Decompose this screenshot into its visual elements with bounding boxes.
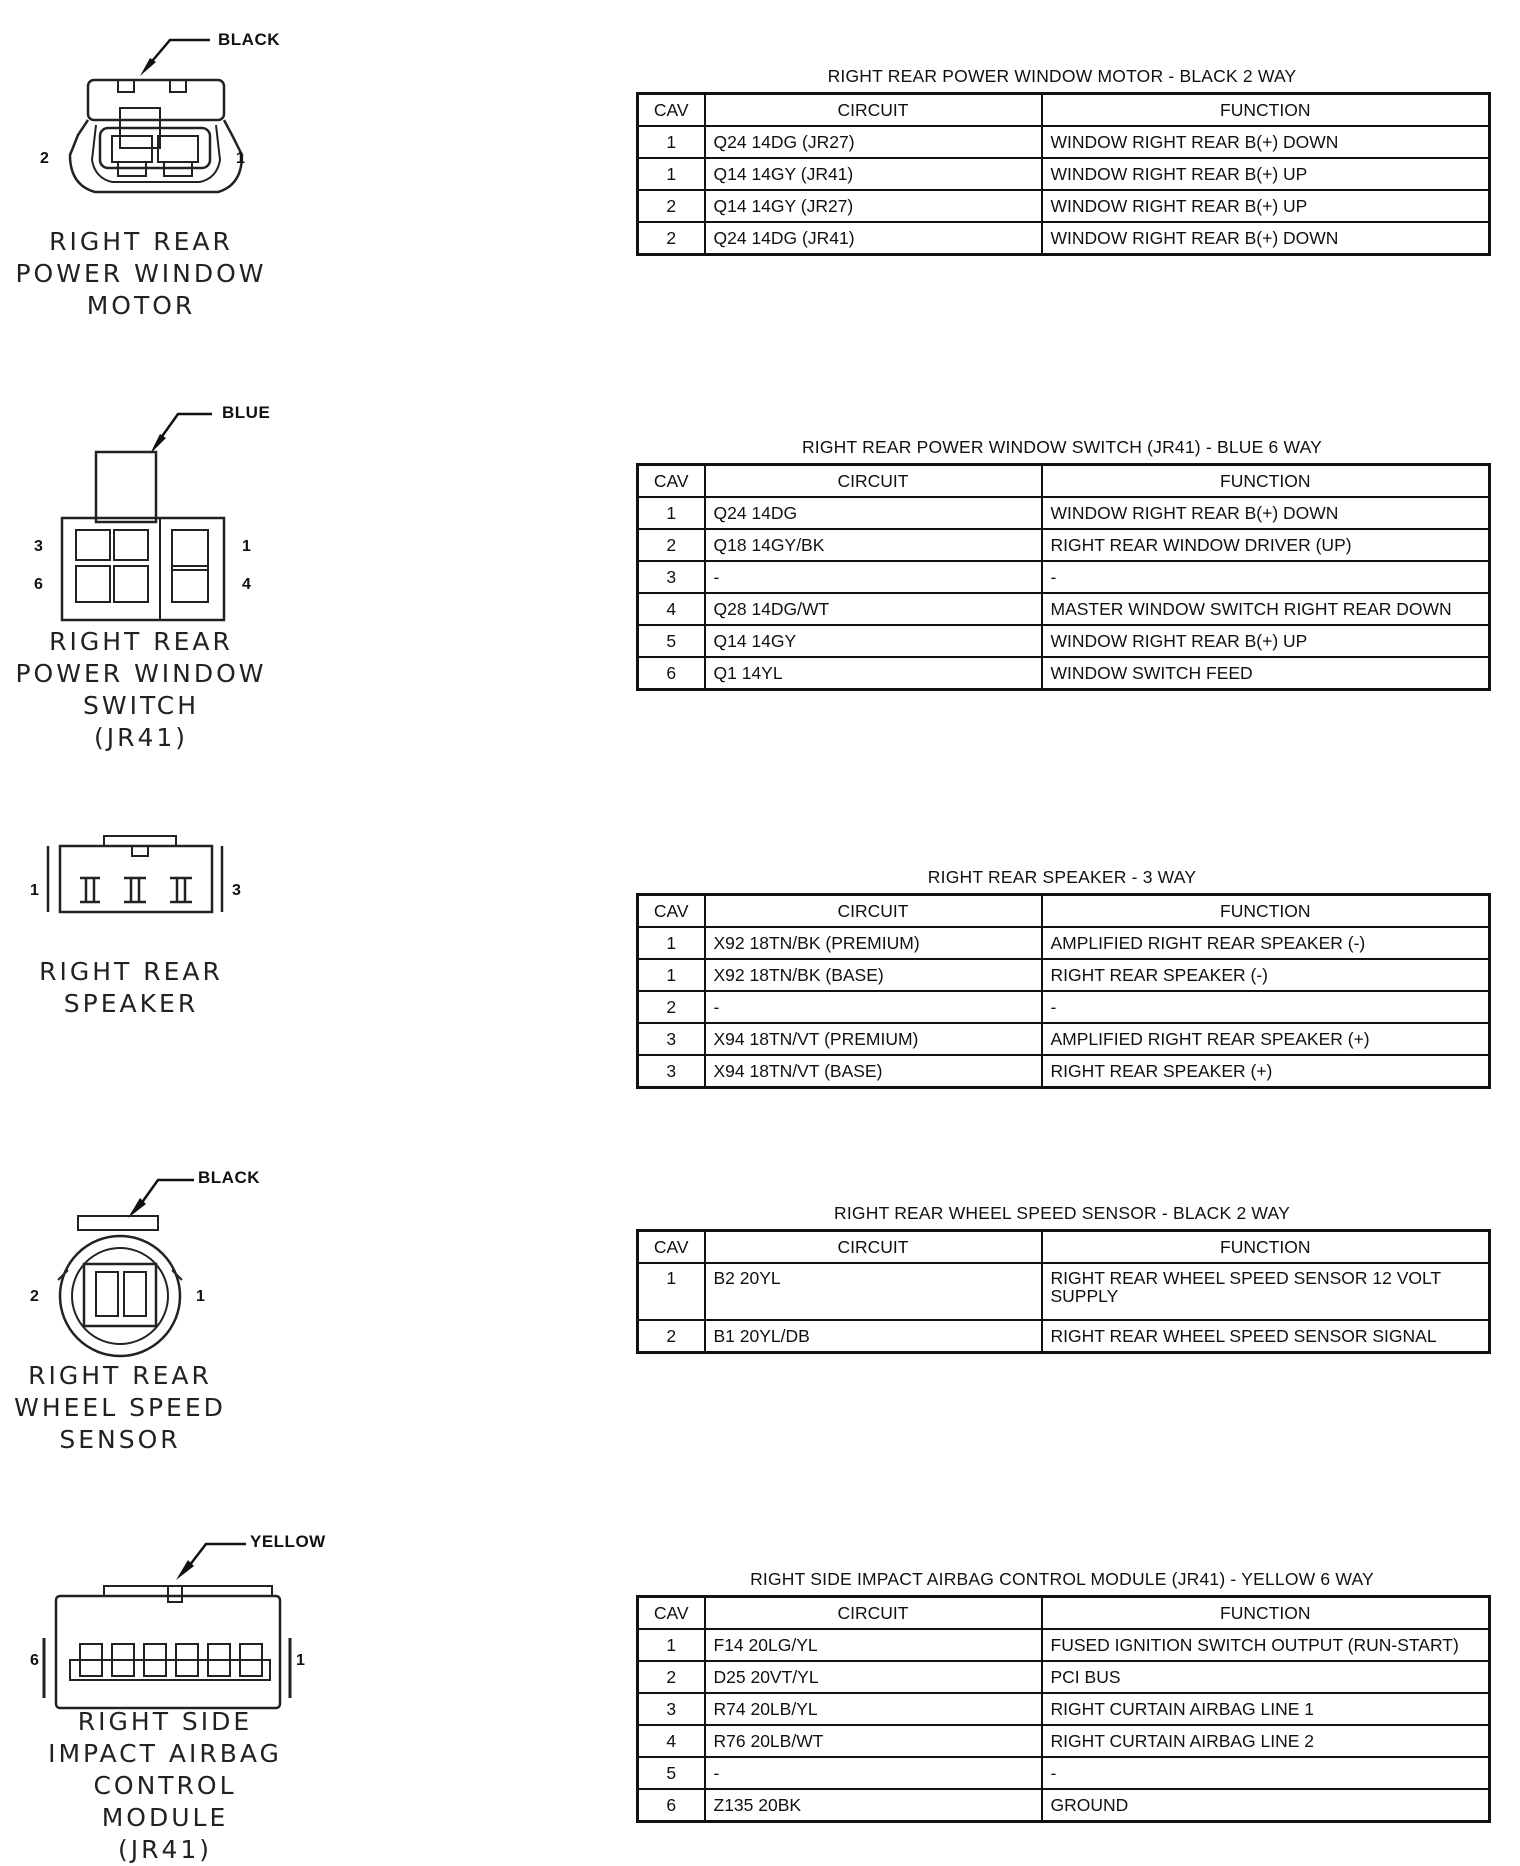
table-row — [638, 222, 1490, 255]
circuit-cell: - — [705, 1757, 1042, 1789]
table-header-row — [638, 465, 1490, 498]
cav-cell: 5 — [638, 625, 705, 657]
pin-label: 2 — [30, 1288, 39, 1305]
connector-rr-wheel-speed-sensor — [0, 1160, 330, 1460]
circuit-cell: Q1 14YL — [705, 657, 1042, 690]
header-circuit: CIRCUIT — [705, 465, 1042, 498]
pin-label: 3 — [232, 882, 241, 899]
table-block-speaker — [636, 866, 1488, 1089]
table-row — [638, 1661, 1490, 1693]
table-block-window-motor — [636, 65, 1488, 256]
function-cell: AMPLIFIED RIGHT REAR SPEAKER (-) — [1042, 927, 1490, 959]
table-row — [638, 1757, 1490, 1789]
table-row — [638, 158, 1490, 190]
cav-cell: 1 — [638, 1629, 705, 1661]
table-header-row — [638, 895, 1490, 928]
connector-rs-airbag-module — [0, 1520, 330, 1864]
pin-label: 1 — [30, 882, 39, 899]
table-title: RIGHT REAR POWER WINDOW MOTOR - BLACK 2 WAY — [827, 66, 1297, 86]
header-cav: CAV — [638, 1597, 705, 1630]
circuit-cell: Q14 14GY (JR41) — [705, 158, 1042, 190]
table-row — [638, 1789, 1490, 1822]
circuit-cell: X94 18TN/VT (PREMIUM) — [705, 1023, 1042, 1055]
header-circuit: CIRCUIT — [705, 94, 1042, 127]
header-cav: CAV — [638, 94, 705, 127]
table-row — [638, 1023, 1490, 1055]
pin-label: 4 — [242, 576, 251, 593]
function-cell: RIGHT REAR WHEEL SPEED SENSOR SIGNAL — [1042, 1320, 1490, 1353]
cav-cell: 2 — [638, 529, 705, 561]
pin-label: 1 — [242, 538, 251, 555]
cav-cell: 3 — [638, 1693, 705, 1725]
circuit-cell: X92 18TN/BK (PREMIUM) — [705, 927, 1042, 959]
cav-cell: 2 — [638, 190, 705, 222]
function-cell: WINDOW RIGHT REAR B(+) UP — [1042, 190, 1490, 222]
table-block-window-switch — [636, 436, 1488, 691]
table-title: RIGHT REAR SPEAKER - 3 WAY — [927, 867, 1197, 887]
header-function: FUNCTION — [1042, 895, 1490, 928]
connector-rr-window-motor — [0, 0, 330, 330]
cav-cell: 5 — [638, 1757, 705, 1789]
pinout-table — [636, 1229, 1491, 1354]
function-cell: RIGHT CURTAIN AIRBAG LINE 1 — [1042, 1693, 1490, 1725]
table-title: RIGHT SIDE IMPACT AIRBAG CONTROL MODULE (JR41) - YELLOW 6 WAY — [750, 1569, 1374, 1589]
pin-label: 6 — [34, 576, 43, 593]
function-cell: WINDOW RIGHT REAR B(+) UP — [1042, 625, 1490, 657]
cav-cell: 1 — [638, 959, 705, 991]
cav-cell: 3 — [638, 1055, 705, 1088]
table-block-airbag-module — [636, 1568, 1488, 1823]
connector-name: RIGHT SIDE IMPACT AIRBAG CONTROL MODULE (JR41) — [48, 1707, 282, 1864]
header-cav: CAV — [638, 1231, 705, 1264]
circuit-cell: Z135 20BK — [705, 1789, 1042, 1822]
cav-cell: 1 — [638, 1263, 705, 1320]
table-title: RIGHT REAR WHEEL SPEED SENSOR - BLACK 2 WAY — [834, 1203, 1290, 1223]
circuit-cell: R74 20LB/YL — [705, 1693, 1042, 1725]
connector-rr-speaker — [0, 820, 330, 1040]
pin-label: 2 — [40, 150, 49, 167]
cav-cell: 2 — [638, 991, 705, 1023]
circuit-cell: X94 18TN/VT (BASE) — [705, 1055, 1042, 1088]
circuit-cell: F14 20LG/YL — [705, 1629, 1042, 1661]
header-function: FUNCTION — [1042, 1597, 1490, 1630]
header-function: FUNCTION — [1042, 465, 1490, 498]
cav-cell: 4 — [638, 1725, 705, 1757]
header-cav: CAV — [638, 465, 705, 498]
table-header-row — [638, 94, 1490, 127]
pin-label: 1 — [296, 1652, 305, 1669]
function-cell: FUSED IGNITION SWITCH OUTPUT (RUN-START) — [1042, 1629, 1490, 1661]
color-tag: BLUE — [222, 403, 271, 422]
cav-cell: 1 — [638, 126, 705, 158]
cav-cell: 1 — [638, 158, 705, 190]
circuit-cell: Q24 14DG (JR41) — [705, 222, 1042, 255]
color-tag: YELLOW — [250, 1532, 326, 1551]
header-circuit: CIRCUIT — [705, 1231, 1042, 1264]
table-row — [638, 927, 1490, 959]
table-row — [638, 1055, 1490, 1088]
connector-name: RIGHT REAR SPEAKER — [39, 957, 223, 1018]
cav-cell: 1 — [638, 497, 705, 529]
pin-label: 1 — [196, 1288, 205, 1305]
table-row — [638, 1725, 1490, 1757]
circuit-cell: B1 20YL/DB — [705, 1320, 1042, 1353]
pinout-table — [636, 893, 1491, 1089]
pin-label: 1 — [236, 150, 245, 167]
function-cell: RIGHT CURTAIN AIRBAG LINE 2 — [1042, 1725, 1490, 1757]
header-function: FUNCTION — [1042, 1231, 1490, 1264]
circuit-cell: Q14 14GY — [705, 625, 1042, 657]
table-row — [638, 1320, 1490, 1353]
circuit-cell: B2 20YL — [705, 1263, 1042, 1320]
table-header-row — [638, 1597, 1490, 1630]
circuit-cell: Q24 14DG — [705, 497, 1042, 529]
function-cell: GROUND — [1042, 1789, 1490, 1822]
function-cell: WINDOW RIGHT REAR B(+) DOWN — [1042, 497, 1490, 529]
table-header-row — [638, 1231, 1490, 1264]
function-cell: MASTER WINDOW SWITCH RIGHT REAR DOWN — [1042, 593, 1490, 625]
header-cav: CAV — [638, 895, 705, 928]
cav-cell: 6 — [638, 1789, 705, 1822]
table-row — [638, 561, 1490, 593]
function-cell: WINDOW RIGHT REAR B(+) UP — [1042, 158, 1490, 190]
circuit-cell: D25 20VT/YL — [705, 1661, 1042, 1693]
function-cell: RIGHT REAR SPEAKER (+) — [1042, 1055, 1490, 1088]
table-row — [638, 190, 1490, 222]
cav-cell: 2 — [638, 1320, 705, 1353]
table-block-wheel-speed-sensor — [636, 1202, 1488, 1354]
table-row — [638, 991, 1490, 1023]
connector-name: RIGHT REAR WHEEL SPEED SENSOR — [14, 1361, 226, 1454]
header-circuit: CIRCUIT — [705, 1597, 1042, 1630]
table-row — [638, 1629, 1490, 1661]
circuit-cell: Q14 14GY (JR27) — [705, 190, 1042, 222]
header-circuit: CIRCUIT — [705, 895, 1042, 928]
cav-cell: 3 — [638, 561, 705, 593]
function-cell: - — [1042, 991, 1490, 1023]
function-cell: RIGHT REAR SPEAKER (-) — [1042, 959, 1490, 991]
circuit-cell: R76 20LB/WT — [705, 1725, 1042, 1757]
circuit-cell: - — [705, 561, 1042, 593]
table-row — [638, 529, 1490, 561]
circuit-cell: Q24 14DG (JR27) — [705, 126, 1042, 158]
cav-cell: 3 — [638, 1023, 705, 1055]
pin-label: 3 — [34, 538, 43, 555]
function-cell: RIGHT REAR WINDOW DRIVER (UP) — [1042, 529, 1490, 561]
table-row — [638, 1693, 1490, 1725]
pin-label: 6 — [30, 1652, 39, 1669]
table-row — [638, 593, 1490, 625]
circuit-cell: Q18 14GY/BK — [705, 529, 1042, 561]
table-title: RIGHT REAR POWER WINDOW SWITCH (JR41) - BLUE 6 WAY — [801, 437, 1323, 457]
function-cell: WINDOW SWITCH FEED — [1042, 657, 1490, 690]
circuit-cell: X92 18TN/BK (BASE) — [705, 959, 1042, 991]
circuit-cell: - — [705, 991, 1042, 1023]
cav-cell: 4 — [638, 593, 705, 625]
cav-cell: 1 — [638, 927, 705, 959]
cav-cell: 2 — [638, 222, 705, 255]
cav-cell: 2 — [638, 1661, 705, 1693]
table-row — [638, 657, 1490, 690]
cav-cell: 6 — [638, 657, 705, 690]
function-cell: PCI BUS — [1042, 1661, 1490, 1693]
connector-name: RIGHT REAR POWER WINDOW MOTOR — [15, 227, 267, 320]
function-cell: WINDOW RIGHT REAR B(+) DOWN — [1042, 222, 1490, 255]
color-tag: BLACK — [198, 1168, 260, 1187]
table-row — [638, 625, 1490, 657]
function-cell: - — [1042, 561, 1490, 593]
function-cell: RIGHT REAR WHEEL SPEED SENSOR 12 VOLT SUPPLY — [1042, 1263, 1490, 1320]
header-function: FUNCTION — [1042, 94, 1490, 127]
circuit-cell: Q28 14DG/WT — [705, 593, 1042, 625]
pinout-table — [636, 463, 1491, 691]
function-cell: WINDOW RIGHT REAR B(+) DOWN — [1042, 126, 1490, 158]
table-row — [638, 1263, 1490, 1320]
pinout-table — [636, 92, 1491, 256]
function-cell: - — [1042, 1757, 1490, 1789]
function-cell: AMPLIFIED RIGHT REAR SPEAKER (+) — [1042, 1023, 1490, 1055]
table-row — [638, 126, 1490, 158]
table-row — [638, 959, 1490, 991]
color-tag: BLACK — [218, 30, 280, 49]
table-row — [638, 497, 1490, 529]
pinout-table — [636, 1595, 1491, 1823]
connector-rr-window-switch — [0, 400, 330, 760]
connector-name: RIGHT REAR POWER WINDOW SWITCH (JR41) — [15, 627, 267, 752]
